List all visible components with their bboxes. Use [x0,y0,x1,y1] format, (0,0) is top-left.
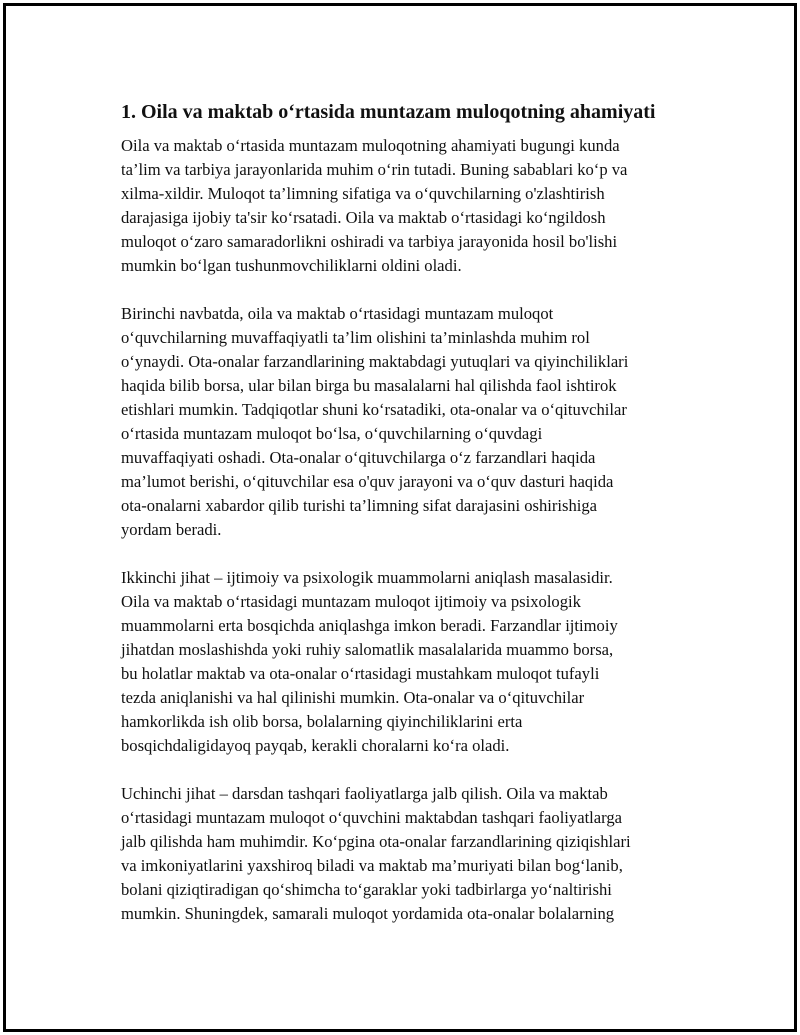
text-line: bolani qiziqtiradigan qo‘shimcha to‘garaklar yoki tadbirlarga yo‘naltirishi [121,880,612,899]
paragraph-first-aspect [121,302,701,542]
paragraph-intro [121,134,701,278]
text-line: muammolarni erta bosqichda aniqlashga imkon beradi. Farzandlar ijtimoiy [121,616,618,635]
text-line: darajasiga ijobiy ta'sir ko‘rsatadi. Oila va maktab o‘rtasidagi ko‘ngildosh [121,208,606,227]
text-line: muloqot o‘zaro samaradorlikni oshiradi va tarbiya jarayonida hosil bo'lishi [121,232,618,251]
document-body [121,99,701,950]
text-line: o‘rtasida muntazam muloqot bo‘lsa, o‘quvchilarning o‘quvdagi [121,424,543,443]
text-line: bosqichdaligidayoq payqab, kerakli choralarni ko‘ra oladi. [121,736,510,755]
text-line: o‘rtasidagi muntazam muloqot o‘quvchini maktabdan tashqari faoliyatlarga [121,808,623,827]
text-line: xilma-xildir. Muloqot ta’limning sifatiga va o‘quvchilarning o'zlashtirish [121,184,605,203]
text-line: tezda aniqlanishi va hal qilinishi mumkin. Ota-onalar va o‘qituvchilar [121,688,585,707]
text-line: ta’lim va tarbiya jarayonlarida muhim o‘rin tutadi. Buning sabablari ko‘p va [121,160,628,179]
text-line: ma’lumot berishi, o‘qituvchilar esa o'quv jarayoni va o‘quv dasturi haqida [121,472,614,491]
text-line: mumkin bo‘lgan tushunmovchiliklarni oldini oladi. [121,256,462,275]
text-line: jihatdan moslashishda yoki ruhiy salomatlik masalalarida muammo borsa, [121,640,614,659]
text-line: Ikkinchi jihat – ijtimoiy va psixologik muammolarni aniqlash masalasidir. [121,568,613,587]
text-line: yordam beradi. [121,520,222,539]
paragraph-second-aspect [121,566,701,758]
text-line: etishlari mumkin. Tadqiqotlar shuni ko‘rsatadiki, ota-onalar va o‘qituvchilar [121,400,627,419]
text-line: mumkin. Shuningdek, samarali muloqot yordamida ota-onalar bolalarning [121,904,615,923]
text-line: o‘ynaydi. Ota-onalar farzandlarining maktabdagi yutuqlari va qiyinchiliklari [121,352,629,371]
text-line: ota-onalarni xabardor qilib turishi ta’limning sifat darajasini oshirishiga [121,496,598,515]
text-line: Oila va maktab o‘rtasida muntazam muloqotning ahamiyati bugungi kunda [121,136,620,155]
section-heading: 1. Oila va maktab o‘rtasida muntazam muloqotning ahamiyati [121,101,656,123]
text-line: o‘quvchilarning muvaffaqiyatli ta’lim olishini ta’minlashda muhim rol [121,328,590,347]
page-frame [3,3,797,1032]
text-line: haqida bilib borsa, ular bilan birga bu masalalarni hal qilishda faol ishtirok [121,376,617,395]
text-line: bu holatlar maktab va ota-onalar o‘rtasidagi mustahkam muloqot tufayli [121,664,600,683]
text-line: Birinchi navbatda, oila va maktab o‘rtasidagi muntazam muloqot [121,304,554,323]
paragraph-third-aspect [121,782,701,926]
text-line: hamkorlikda ish olib borsa, bolalarning qiyinchiliklarini erta [121,712,523,731]
text-line: jalb qilishda ham muhimdir. Ko‘pgina ota-onalar farzandlarining qiziqishlari [121,832,631,851]
text-line: Oila va maktab o‘rtasidagi muntazam muloqot ijtimoiy va psixologik [121,592,581,611]
text-line: Uchinchi jihat – darsdan tashqari faoliyatlarga jalb qilish. Oila va maktab [121,784,608,803]
text-line: va imkoniyatlarini yaxshiroq biladi va maktab ma’muriyati bilan bog‘lanib, [121,856,623,875]
text-line: muvaffaqiyati oshadi. Ota-onalar o‘qituvchilarga o‘z farzandlari haqida [121,448,596,467]
